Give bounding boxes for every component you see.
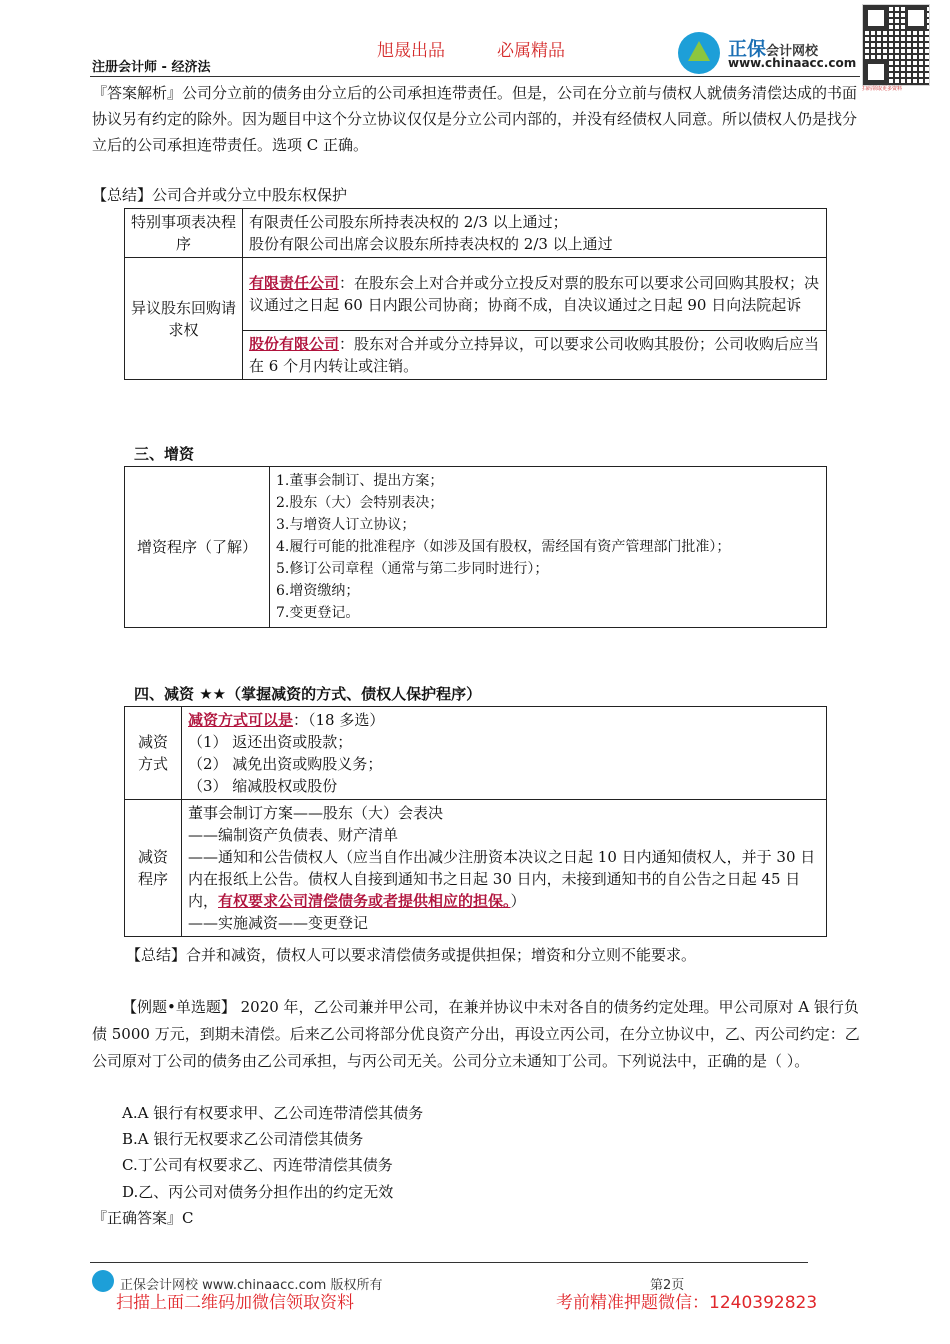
footer-promo-right: 考前精准押题微信：1240392823 [556,1293,818,1313]
step-item: 5.修订公司章程（通常与第二步同时进行）； [276,561,549,577]
cell-text: ：股东对合并或分立持异议，可以要求公司收购其股份；公司收购后应当在 6 个月内转让或注销。 [249,335,820,375]
method-item: （1） 返还出资或股款； [188,733,353,751]
header-divider [90,76,860,77]
table-cell [182,707,827,800]
method-item: （3） 缩减股权或股份 [188,777,338,795]
correct-answer: 『正确答案』C [92,1209,194,1227]
qr-code-icon[interactable] [862,4,930,86]
footer-promo-left: 扫描上面二维码加微信领取资料 [116,1293,354,1313]
page-number: 第2页 [650,1278,685,1293]
procedure-line: 董事会制订方案——股东（大）会表决 [188,804,444,822]
steps-cell [270,467,827,628]
chinaacc-logo [678,30,858,76]
example-stem: 【例题•单选题】 2020 年，乙公司兼并甲公司，在兼并协议中未对各自的债务约定处理。甲公司原对 A 银行负债 5000 万元，到期未清偿。后来乙公司将部分优良资产分出，再设立丙公司，在分立协议中，乙、丙公司约定：乙公司原对丁公司的债务由乙公司承担，与丙公司无关。公司分立未通知丁公司。下列说法中，正确的是（ ）。 [92,998,860,1070]
row-label: 特别事项表决程序 [125,209,243,258]
key-term: 有限责任公司 [249,274,340,292]
step-item: 3.与增资人订立协议； [276,517,416,533]
course-title: 注册会计师 - 经济法 [92,60,211,75]
row-label: 减资方式 [125,707,182,800]
logo-sub: 会计网校 [766,44,819,59]
procedure-line: ——编制资产负债表、财产清单 [188,826,399,844]
summary1-title: 【总结】公司合并或分立中股东权保护 [92,186,348,204]
logo-icon [678,32,720,74]
section4-title: 四、减资 ★★（掌握减资的方式、债权人保护程序） [134,685,482,703]
footer-logo-icon [92,1270,114,1292]
table-cell [182,800,827,937]
method-item: （2） 减免出资或购股义务； [188,755,383,773]
key-term: 股份有限公司 [249,335,340,353]
key-term: 减资方式可以是 [188,711,294,729]
footer-divider [90,1262,808,1263]
table-cell [243,258,827,331]
footer-copyright: 正保会计网校 www.chinaacc.com 版权所有 [120,1278,383,1293]
capital-reduction-table [124,706,827,937]
row-label: 减资程序 [125,800,182,937]
step-item: 2.股东（大）会特别表决； [276,495,444,511]
table-cell [243,331,827,380]
logo-name: 正保 [728,38,767,60]
table-cell [243,209,827,258]
answer-analysis: 『答案解析』公司分立前的债务由分立后的公司承担连带责任。但是，公司在分立前与债权人就债务清偿达成的书面协议另有约定的除外。因为题目中这个分立协议仅仅是分立公司内部的，并没有经债权人同意。所以债权人仍是找分立后的公司承担连带责任。选项 C 正确。 [92,84,858,154]
row-label: 增资程序（了解） [125,467,270,628]
cell-line: 有限责任公司股东所持表决权的 2/3 以上通过； [249,213,568,231]
step-item: 7.变更登记。 [276,605,360,621]
section4-summary: 【总结】合并和减资，债权人可以要求清偿债务或提供担保；增资和分立则不能要求。 [126,946,697,964]
shareholder-protection-table [124,208,827,380]
procedure-line: ——实施减资——变更登记 [188,914,369,932]
step-item: 1.董事会制订、提出方案； [276,473,444,489]
key-term: 有权要求公司清偿债务或者提供相应的担保。 [218,892,511,910]
logo-url: www.chinaacc.com [728,56,857,70]
option-a: A.A 银行有权要求甲、乙公司连带清偿其债务 [122,1104,424,1122]
capital-increase-table [124,466,827,628]
procedure-line: ——通知和公告债权人（应当自作出减少注册资本决议之日起 10 日内通知债权人，并于 30 日内在报纸上公告。债权人自接到通知书之日起 30 日内，未接到通知书的自公告之日起 45 日内， [188,848,816,910]
section3-title: 三、增资 [134,445,195,463]
step-item: 6.增资缴纳； [276,583,360,599]
row-label: 异议股东回购请求权 [125,258,243,380]
cell-text: ：在股东会上对合并或分立投反对票的股东可以要求公司回购其股权；决议通过之日起 60 日内跟公司协商；协商不成，自决议通过之日起 90 日向法院起诉 [249,274,820,314]
cell-line: 股份有限公司出席会议股东所持表决权的 2/3 以上通过 [249,235,613,253]
option-b: B.A 银行无权要求乙公司清偿其债务 [122,1130,364,1148]
step-item: 4.履行可能的批准程序（如涉及国有股权，需经国有资产管理部门批准）； [276,539,731,555]
cell-text: ） [510,892,526,910]
qr-caption: 扫码领取更多资料 [862,86,903,92]
brand-left: 旭晟出品 [377,41,445,61]
cell-text: ：（18 多选） [293,711,385,729]
brand-right: 必属精品 [497,41,565,61]
option-d: D.乙、丙公司对债务分担作出的约定无效 [122,1183,394,1201]
option-c: C.丁公司有权要求乙、丙连带清偿其债务 [122,1156,393,1174]
